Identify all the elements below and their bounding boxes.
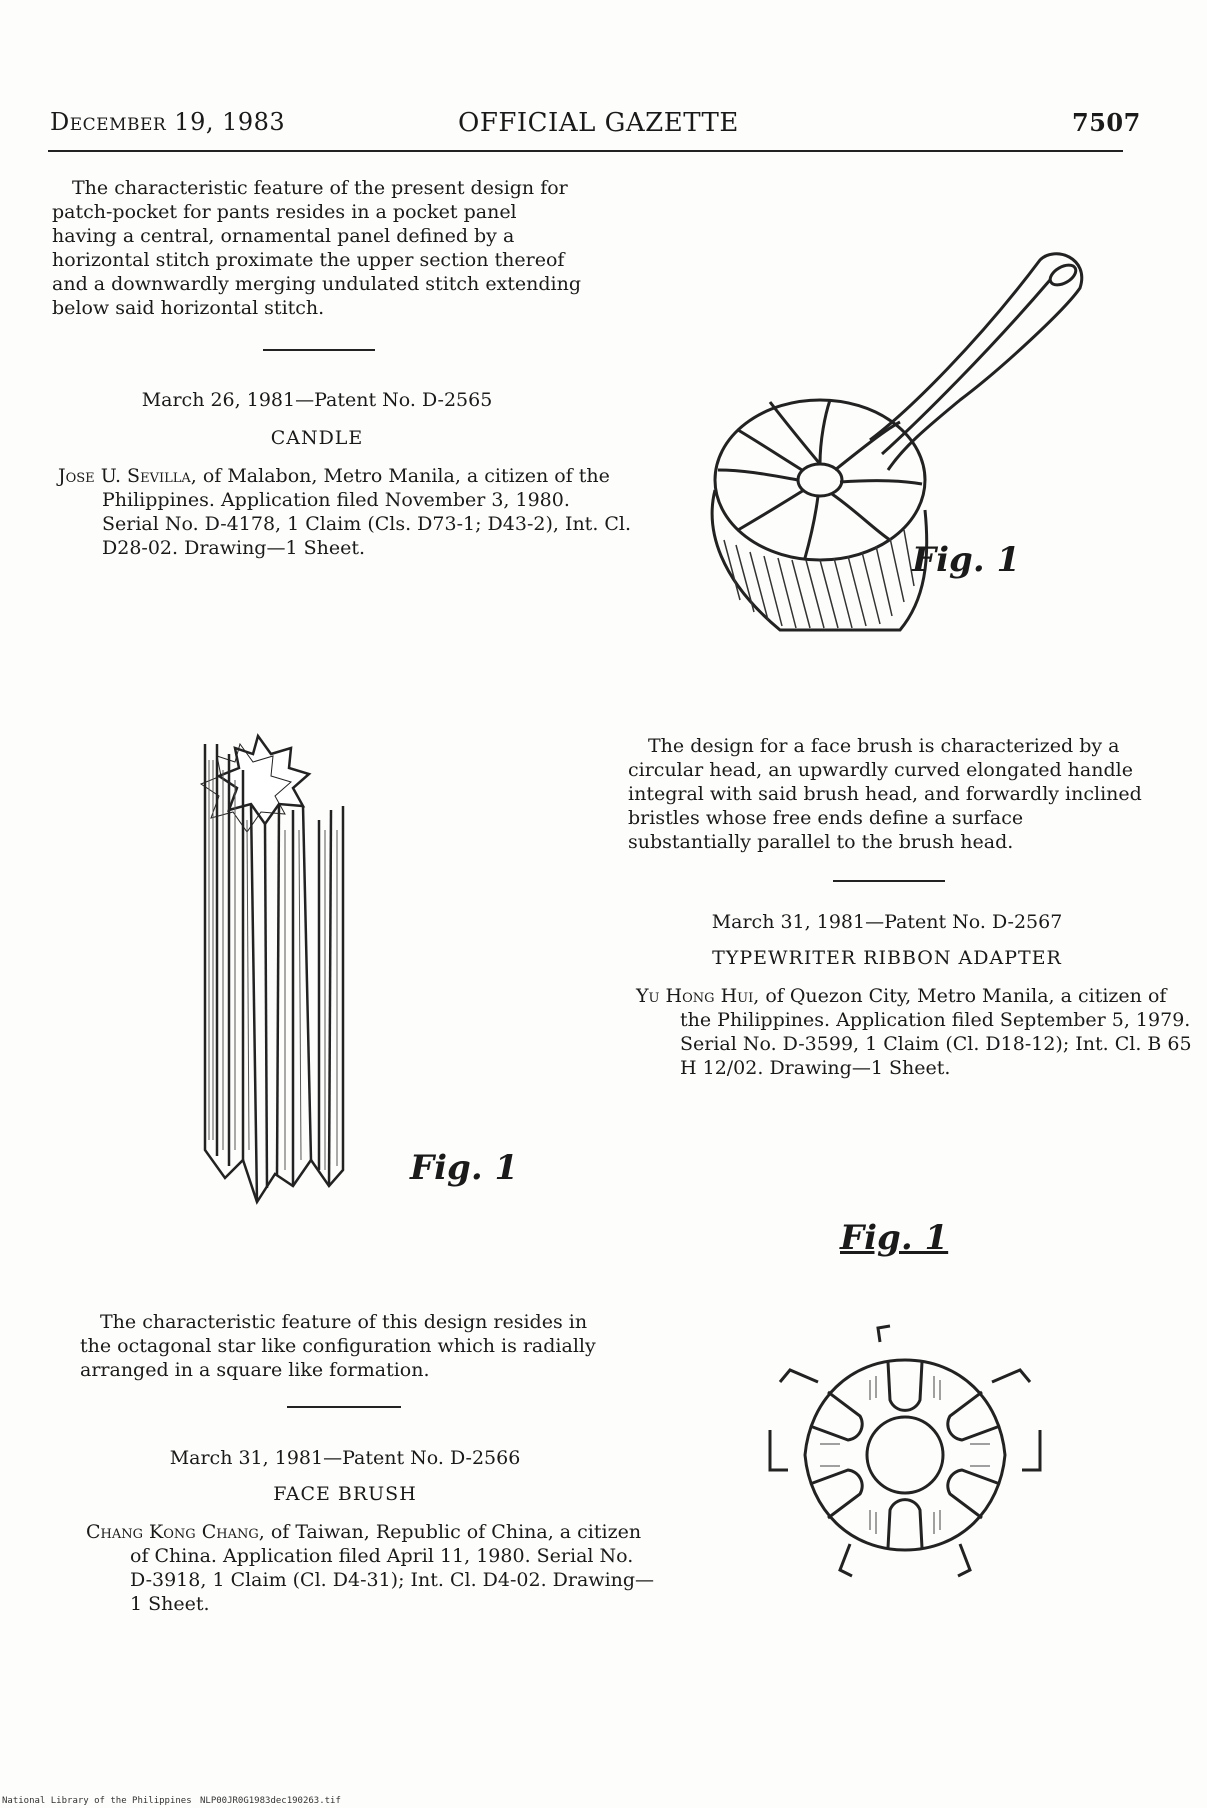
face-brush-patent-date: March 31, 1981—Patent No. D-2566 [169, 1447, 521, 1469]
adapter-inventor-name: Yu Hong Hui [636, 985, 754, 1007]
adapter-fig-label: Fig. 1 [840, 1218, 949, 1258]
header-rule [48, 150, 1123, 152]
candle-title: CANDLE [270, 427, 364, 449]
adapter-patent-date: March 31, 1981—Patent No. D-2567 [711, 911, 1063, 933]
candle-figure [195, 730, 395, 1210]
candle-description: The characteristic feature of this design resides in the octagonal star like configuration which is radially arranged in a square like formation. [80, 1311, 596, 1381]
face-brush-inventor-name: Chang Kong Chang [86, 1521, 259, 1543]
candle-inventor-details: , of Malabon, Metro Manila, a citizen of the Philippines. Application filed November 3, 1980. Serial No. D-4178, 1 Claim (Cls. D73-1; D43-2), Int. Cl. D28-02. Drawing—1 Sheet. [102, 465, 632, 559]
page-number: 7507 [1072, 108, 1141, 137]
section-divider [833, 880, 945, 882]
footer-file: NLP00JR0G1983dec190263.tif [200, 1796, 341, 1806]
adapter-title: TYPEWRITER RIBBON ADAPTER [712, 947, 1062, 969]
adapter-inventor [636, 984, 1192, 1080]
face-brush-title: FACE BRUSH [273, 1483, 417, 1505]
candle-inventor-name: Jose U. Sevilla [58, 465, 191, 487]
adapter-inventor-details: , of Quezon City, Metro Manila, a citizen of the Philippines. Application filed September 5, 1979. Serial No. D-3599, 1 Claim (Cl. D18-12); Int. Cl. B 65 H 12/02. Drawing—1 Sheet. [680, 985, 1192, 1079]
face-brush-fig-label: Fig. 1 [912, 540, 1021, 580]
section-divider [263, 349, 375, 351]
header-date: December 19, 1983 [50, 108, 286, 136]
candle-inventor [58, 464, 632, 560]
candle-fig-label: Fig. 1 [410, 1148, 519, 1188]
face-brush-inventor-details: , of Taiwan, Republic of China, a citizen of China. Application filed April 11, 1980. Serial No. D-3918, 1 Claim (Cl. D4-31); Int. Cl. D4-02. Drawing—1 Sheet. [130, 1521, 655, 1615]
header-title: OFFICIAL GAZETTE [458, 108, 739, 138]
adapter-figure [760, 1320, 1050, 1590]
section-divider [287, 1406, 401, 1408]
candle-patent-date: March 26, 1981—Patent No. D-2565 [141, 389, 493, 411]
face-brush-inventor [86, 1520, 660, 1616]
footer-library: National Library of the Philippines [2, 1796, 192, 1806]
face-brush-figure [660, 240, 1110, 640]
intro-paragraph: The characteristic feature of the present design for patch-pocket for pants resides in a pocket panel having a central, ornamental panel defined by a horizontal stitch proximate the upper section thereof and a downwardly merging undulated stitch extending below said horizontal stitch. [52, 177, 582, 319]
face-brush-description: The design for a face brush is characterized by a circular head, an upwardly curved elongated handle integral with said brush head, and forwardly inclined bristles whose free ends define a surface substantially parallel to the brush head. [628, 735, 1142, 853]
